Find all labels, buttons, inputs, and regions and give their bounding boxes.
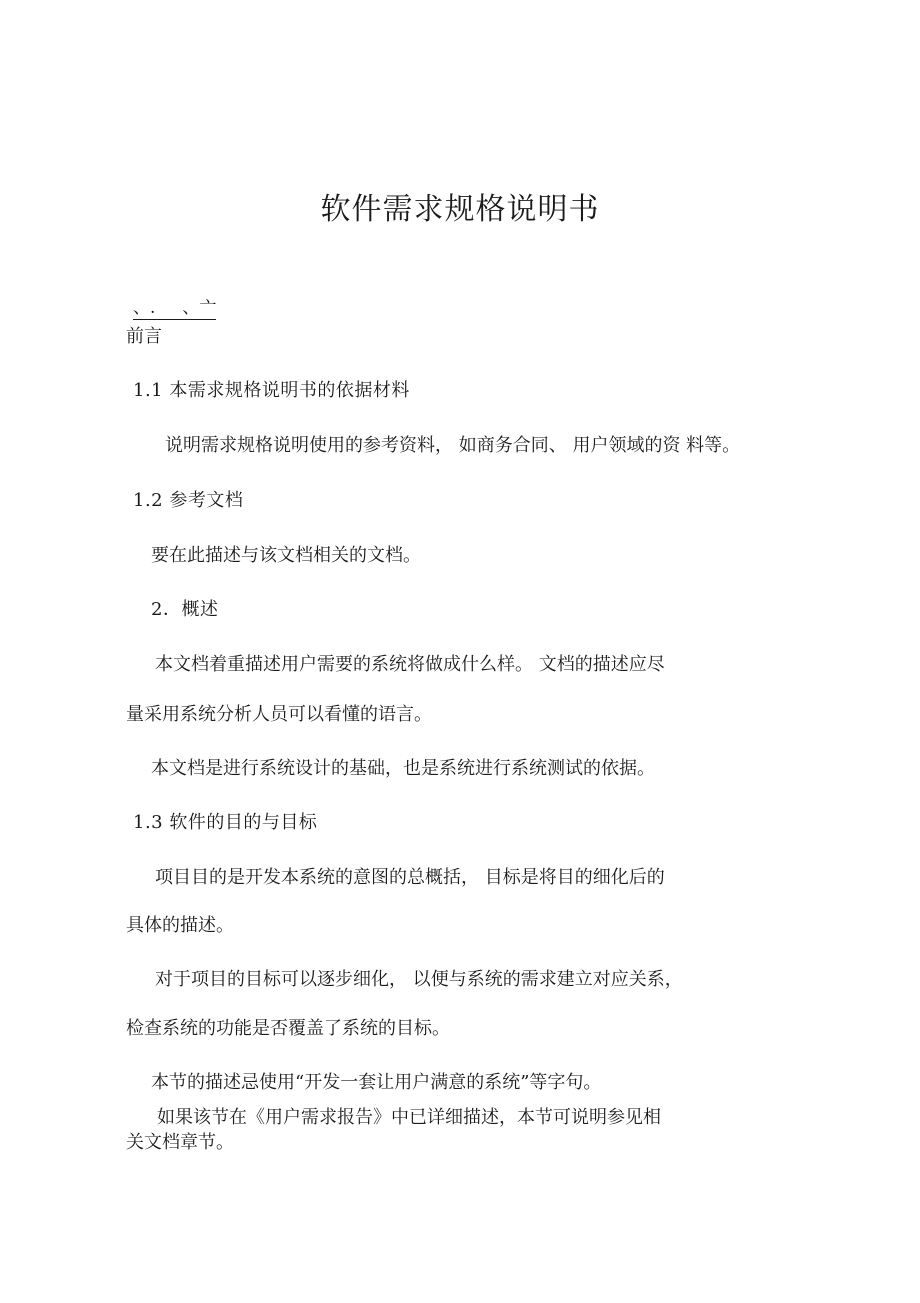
section-1-3-paragraph-4-line-1: 如果该节在《用户需求报告》中已详细描述，本节可说明参见相 [157, 1107, 661, 1128]
section-1-3-paragraph-3: 本节的描述忌使用“开发一套让用户满意的系统”等字句。 [151, 1072, 602, 1093]
section-2-paragraph-2: 本文档是进行系统设计的基础，也是系统进行系统测试的依据。 [151, 758, 655, 779]
section-1-2-body: 要在此描述与该文档相关的文档。 [151, 545, 421, 566]
section-2-paragraph-1-line-1: 本文档着重描述用户需要的系统将做成什么样。 文档的描述应尽 [155, 654, 665, 675]
section-1-3-heading: 1.3 软件的目的与目标 [133, 812, 318, 833]
section-1-3-paragraph-4-line-2: 关文档章节。 [126, 1132, 234, 1153]
section-1-3-paragraph-1-line-1: 项目目的是开发本系统的意图的总概括， 目标是将目的细化后的 [155, 867, 665, 888]
preface-label: 前言 [126, 326, 162, 347]
toc-fragment: 、. 、亠 [133, 298, 217, 318]
section-2-paragraph-1-line-2: 量采用系统分析人员可以看懂的语言。 [126, 704, 432, 725]
section-1-3-paragraph-2-line-1: 对于项目的目标可以逐步细化， 以便与系统的需求建立对应关系， [155, 969, 683, 990]
document-title: 软件需求规格说明书 [320, 192, 600, 227]
section-1-1-body: 说明需求规格说明使用的参考资料， 如商务合同、 用户领域的资 料等。 [165, 435, 741, 456]
section-1-3-paragraph-2-line-2: 检查系统的功能是否覆盖了系统的目标。 [126, 1018, 450, 1039]
section-2-heading: 2．概述 [151, 599, 219, 620]
section-1-2-heading: 1.2 参考文档 [133, 490, 244, 511]
section-1-3-paragraph-1-line-2: 具体的描述。 [126, 915, 234, 936]
section-1-1-heading: 1.1 本需求规格说明书的依据材料 [133, 380, 410, 401]
